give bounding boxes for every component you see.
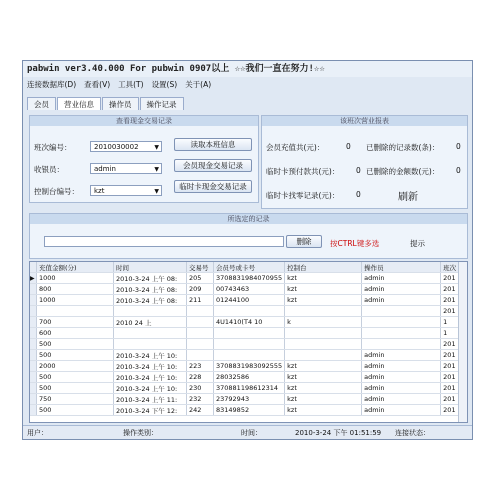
cell: 201 xyxy=(441,273,460,284)
tab-member[interactable]: 会员 xyxy=(27,97,56,110)
member-cash-record-button[interactable]: 会员现金交易记录 xyxy=(174,159,252,172)
chevron-down-icon[interactable]: ▼ xyxy=(154,166,159,173)
cell xyxy=(214,328,285,339)
table-row[interactable] xyxy=(30,273,460,284)
shift-select[interactable] xyxy=(90,141,162,152)
cell xyxy=(285,339,362,350)
cell: kzt xyxy=(285,372,362,383)
cell: 500 xyxy=(37,350,114,361)
cell: kzt xyxy=(285,295,362,306)
cell: 2010-3-24 上午 10: xyxy=(114,383,187,394)
cell: admin xyxy=(362,383,441,394)
deleted-records-value: 0 xyxy=(456,142,461,151)
cell: 3708831983092555 xyxy=(214,361,285,372)
table-row[interactable] xyxy=(30,350,460,361)
cell: 211 xyxy=(187,295,214,306)
cell: 01244100 xyxy=(214,295,285,306)
cell: admin xyxy=(362,372,441,383)
cell xyxy=(285,350,362,361)
col-recharge-amount[interactable]: 充值金额(分) xyxy=(37,262,114,273)
cell: 228 xyxy=(187,372,214,383)
table-row[interactable] xyxy=(30,339,460,350)
cell: 500 xyxy=(37,372,114,383)
table-row[interactable] xyxy=(30,405,460,416)
cell: 201 xyxy=(441,405,460,416)
cell xyxy=(214,306,285,317)
member-recharge-value: 0 xyxy=(346,142,351,151)
cell: admin xyxy=(362,295,441,306)
cell: kzt xyxy=(285,284,362,295)
cell: 205 xyxy=(187,273,214,284)
cell: 2010-3-24 上午 10: xyxy=(114,361,187,372)
refresh-button[interactable]: 刷新 xyxy=(398,192,418,203)
cell: kzt xyxy=(285,405,362,416)
cashier-value: admin xyxy=(94,165,116,173)
selected-records-panel xyxy=(29,213,468,259)
cell xyxy=(214,339,285,350)
cell: 209 xyxy=(187,284,214,295)
status-time-value: 2010-3-24 下午 01:51:59 xyxy=(295,429,382,437)
temp-prepay-value: 0 xyxy=(356,166,361,175)
menu-tools[interactable]: 工具(T) xyxy=(118,80,144,89)
col-time[interactable]: 时间 xyxy=(114,262,187,273)
cell xyxy=(285,328,362,339)
temp-card-cash-record-button[interactable]: 临时卡现金交易记录 xyxy=(174,180,252,193)
cell: 2010-3-24 上午 08: xyxy=(114,284,187,295)
console-select[interactable] xyxy=(90,185,162,196)
cell: 201 xyxy=(441,394,460,405)
menu-settings[interactable]: 设置(S) xyxy=(151,80,178,89)
cell: 4U1410(T4 10 xyxy=(214,317,285,328)
cell: 2010-3-24 下午 12: xyxy=(114,405,187,416)
records-grid[interactable] xyxy=(29,261,468,423)
cell: 700 xyxy=(37,317,114,328)
cell: 201 xyxy=(441,284,460,295)
cell xyxy=(187,306,214,317)
col-member-card-no[interactable]: 会员号或卡号 xyxy=(214,262,285,273)
cell: 223 xyxy=(187,361,214,372)
deleted-amount-label: 已删除的金额数(元)： xyxy=(366,167,440,176)
cell: 232 xyxy=(187,394,214,405)
cell: 201 xyxy=(441,350,460,361)
cell: 00743463 xyxy=(214,284,285,295)
cell: kzt xyxy=(285,394,362,405)
cell xyxy=(362,328,441,339)
col-transaction-no[interactable]: 交易号 xyxy=(187,262,214,273)
cell xyxy=(114,306,187,317)
cell: kzt xyxy=(285,361,362,372)
cash-query-panel xyxy=(29,115,259,203)
current-row-arrow-icon: ▶ xyxy=(30,274,35,282)
cell xyxy=(114,339,187,350)
col-console[interactable]: 控制台 xyxy=(285,262,362,273)
menu-connect-db[interactable]: 连接数据库(D) xyxy=(27,80,77,89)
cell: 500 xyxy=(37,339,114,350)
cell: 500 xyxy=(37,405,114,416)
deleted-records-label: 已删除的记录数(条)： xyxy=(366,143,440,152)
cell: 500 xyxy=(37,383,114,394)
cell: 2010-3-24 上午 10: xyxy=(114,350,187,361)
status-connection-label: 连接状态： xyxy=(395,429,430,437)
table-header-row xyxy=(30,262,460,273)
table-row[interactable] xyxy=(30,383,460,394)
shift-report-panel xyxy=(261,115,468,209)
shift-label: 班次编号： xyxy=(34,143,72,152)
menu-view[interactable]: 查看(V) xyxy=(84,80,111,89)
cell: 201 xyxy=(441,383,460,394)
cell xyxy=(362,317,441,328)
cell xyxy=(214,350,285,361)
cell: 2010 24 上 xyxy=(114,317,187,328)
cell: admin xyxy=(362,405,441,416)
cell: 230 xyxy=(187,383,214,394)
cell: 800 xyxy=(37,284,114,295)
chevron-down-icon[interactable]: ▼ xyxy=(154,144,159,151)
cell: 242 xyxy=(187,405,214,416)
cell: 23792943 xyxy=(214,394,285,405)
cell: 1 xyxy=(441,317,460,328)
cell: 370881198612314 xyxy=(214,383,285,394)
status-bar xyxy=(23,425,472,439)
tab-operator[interactable]: 操作员 xyxy=(102,97,139,110)
window-title: pabwin ver3.40.000 For pubwin 0907以上 ☆☆我们一直在努力!☆☆ xyxy=(23,61,473,77)
cell: 2010-3-24 上午 08: xyxy=(114,273,187,284)
cell xyxy=(187,328,214,339)
cashier-label: 收银员： xyxy=(34,165,64,174)
cell xyxy=(362,306,441,317)
cell: 2000 xyxy=(37,361,114,372)
cell: kzt xyxy=(285,273,362,284)
delete-button[interactable]: 删除 xyxy=(286,235,322,248)
cell: admin xyxy=(362,394,441,405)
cell xyxy=(362,339,441,350)
cell: k xyxy=(285,317,362,328)
temp-change-value: 0 xyxy=(356,190,361,199)
table-row[interactable] xyxy=(30,306,460,317)
temp-change-label: 临时卡找零记录(元)： xyxy=(266,191,340,200)
ctrl-multiselect-hint: 按CTRL键多选 xyxy=(330,239,380,248)
cell: 201 xyxy=(441,295,460,306)
status-time-label: 时间： xyxy=(241,429,262,437)
records-table xyxy=(30,262,460,416)
cell xyxy=(285,306,362,317)
tab-business-info[interactable]: 营业信息 xyxy=(57,97,101,110)
menu-bar xyxy=(23,78,473,91)
menu-about[interactable]: 关于(A) xyxy=(185,80,212,89)
member-recharge-label: 会员充值共(元)： xyxy=(266,143,325,152)
console-value: kzt xyxy=(94,187,105,195)
cell: admin xyxy=(362,284,441,295)
table-row[interactable] xyxy=(30,372,460,383)
table-row[interactable] xyxy=(30,295,460,306)
cell xyxy=(37,306,114,317)
table-row[interactable] xyxy=(30,361,460,372)
cell: 750 xyxy=(37,394,114,405)
tab-operation-log[interactable]: 操作记录 xyxy=(140,97,184,110)
cell: 201 xyxy=(441,339,460,350)
table-row[interactable] xyxy=(30,328,460,339)
cell: 201 xyxy=(441,372,460,383)
cell: 201 xyxy=(441,361,460,372)
cell: 2010-3-24 上午 11: xyxy=(114,394,187,405)
col-shift[interactable]: 班次 xyxy=(441,262,460,273)
cell: 2010-3-24 上午 08: xyxy=(114,295,187,306)
cell: 600 xyxy=(37,328,114,339)
cashier-select[interactable] xyxy=(90,163,162,174)
table-row[interactable] xyxy=(30,394,460,405)
app-window xyxy=(22,60,473,440)
selected-records-input[interactable] xyxy=(44,236,284,247)
temp-prepay-label: 临时卡预付款共(元)： xyxy=(266,167,340,176)
prompt-label: 提示 xyxy=(410,239,425,248)
console-label: 控制台编号： xyxy=(34,187,79,196)
cell: 28032586 xyxy=(214,372,285,383)
cell: 2010-3-24 上午 10: xyxy=(114,372,187,383)
cell: admin xyxy=(362,350,441,361)
shift-report-panel-title: 该班次营业报表 xyxy=(262,116,467,126)
read-shift-button[interactable]: 读取本班信息 xyxy=(174,138,252,151)
vertical-scrollbar[interactable] xyxy=(458,262,467,422)
cell: 1 xyxy=(441,328,460,339)
selected-records-panel-title: 所选定的记录 xyxy=(30,214,467,224)
records-table-body xyxy=(30,273,460,416)
status-op-type-label: 操作类别： xyxy=(123,429,158,437)
cell: admin xyxy=(362,361,441,372)
col-operator[interactable]: 操作员 xyxy=(362,262,441,273)
table-row[interactable] xyxy=(30,284,460,295)
cell xyxy=(187,350,214,361)
cell: 83149852 xyxy=(214,405,285,416)
cell: kzt xyxy=(285,383,362,394)
cell: admin xyxy=(362,273,441,284)
chevron-down-icon[interactable]: ▼ xyxy=(154,188,159,195)
cell: 3708831984070955 xyxy=(214,273,285,284)
cash-query-panel-title: 查看现金交易记录 xyxy=(30,116,258,126)
cell xyxy=(187,339,214,350)
cell: 1000 xyxy=(37,295,114,306)
table-row[interactable] xyxy=(30,317,460,328)
cell: 201 xyxy=(441,306,460,317)
cell xyxy=(187,317,214,328)
status-user-label: 用户： xyxy=(27,429,48,437)
tab-bar xyxy=(27,97,185,110)
cell: 1000 xyxy=(37,273,114,284)
shift-value: 2010030002 xyxy=(94,143,139,151)
cell xyxy=(114,328,187,339)
deleted-amount-value: 0 xyxy=(456,166,461,175)
